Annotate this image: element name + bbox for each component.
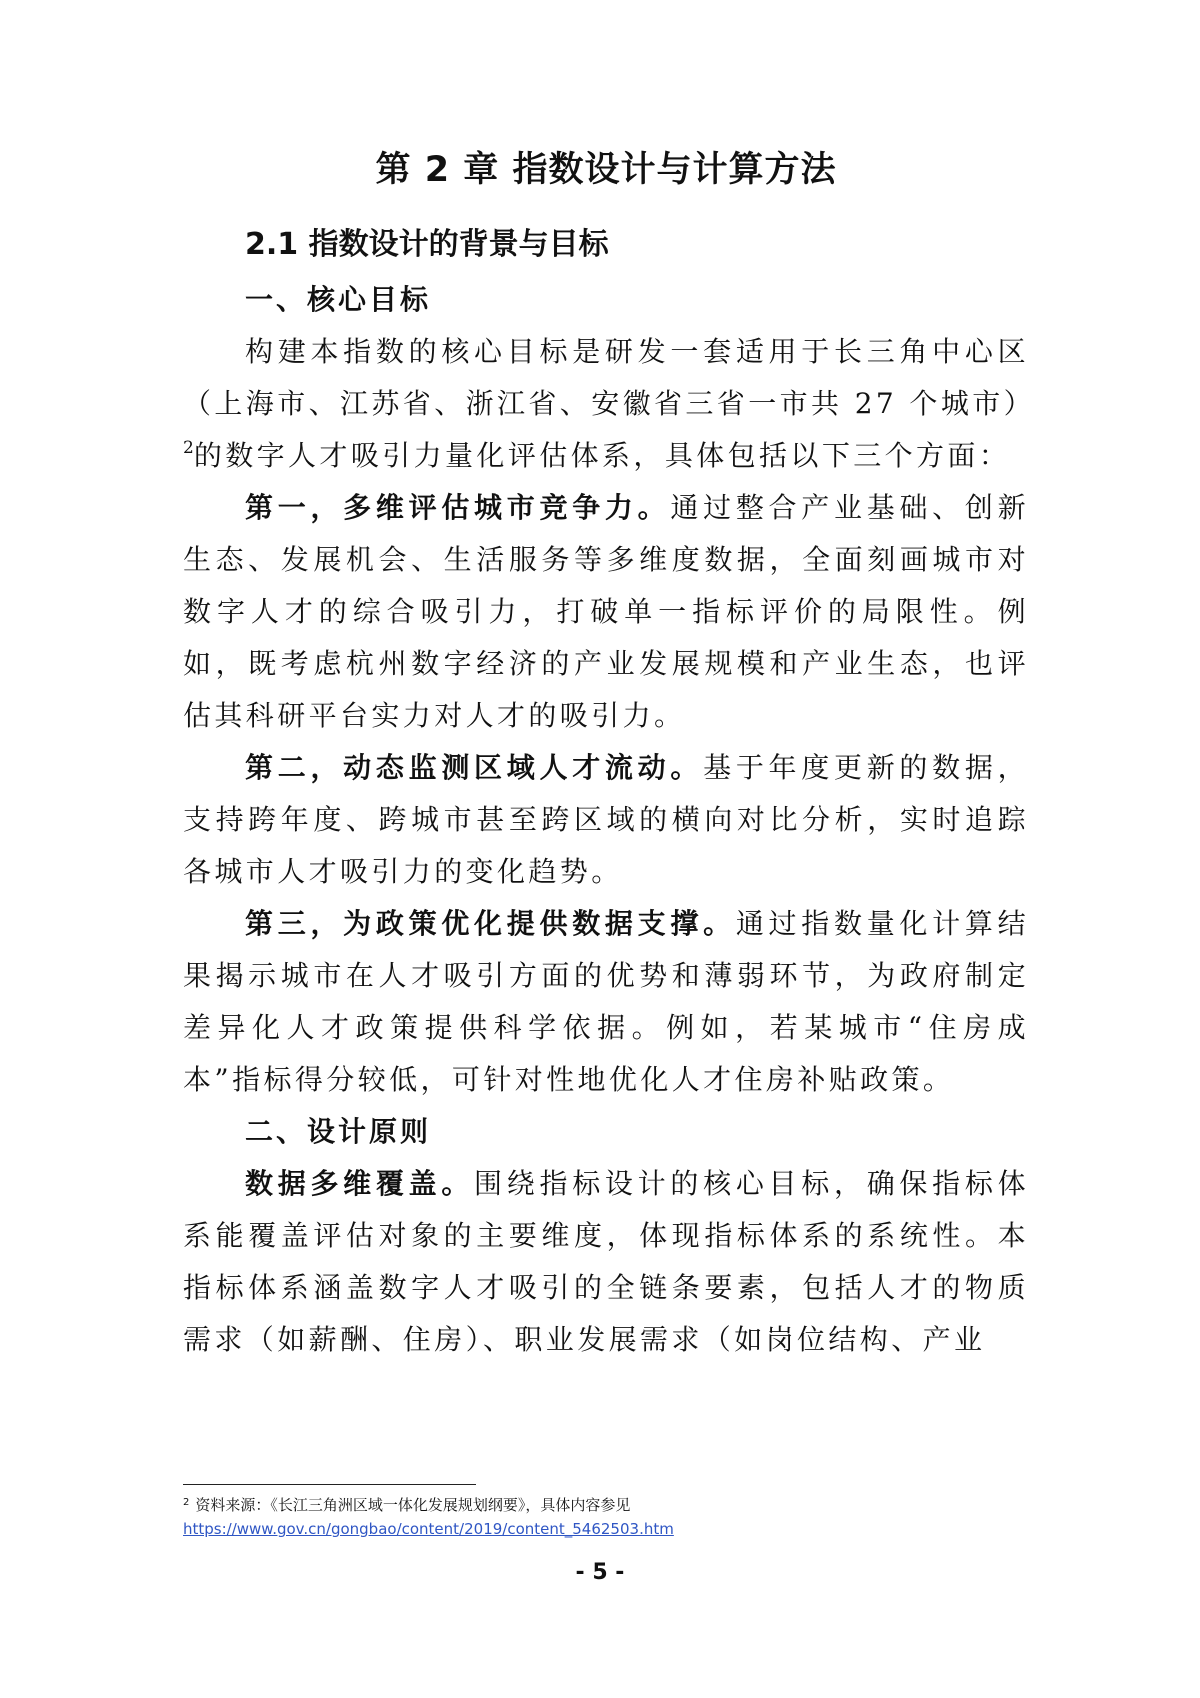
paragraph-second-point	[183, 742, 1029, 898]
paragraph-third-point	[183, 898, 1029, 1106]
paragraph-lead: 第二，动态监测区域人才流动。	[245, 751, 704, 784]
paragraph-text: 构建本指数的核心目标是研发一套适用于长三角中心区（上海市、江苏省、浙江省、安徽省三省一市共 27 个城市）	[183, 335, 1036, 420]
paragraph-lead: 数据多维覆盖。	[245, 1167, 475, 1200]
page-number: - 5 -	[575, 1560, 625, 1585]
paragraph-text: 通过整合产业基础、创新生态、发展机会、生活服务等多维度数据，全面刻画城市对数字人才的综合吸引力，打破单一指标评价的局限性。例如，既考虑杭州数字经济的产业发展规模和产业生态，也评估其科研平台实力对人才的吸引力。	[183, 491, 1030, 732]
footnote-text	[183, 1491, 1029, 1517]
paragraph-text: 基于年度更新的数据，支持跨年度、跨城市甚至跨区域的横向对比分析，实时追踪各城市人才吸引力的变化趋势。	[183, 751, 1029, 888]
paragraph-lead: 第三，为政策优化提供数据支撑。	[245, 907, 736, 940]
paragraph-text: 通过指数量化计算结果揭示城市在人才吸引方面的优势和薄弱环节，为政府制定差异化人才政策提供科学依据。例如，若某城市“住房成本”指标得分较低，可针对性地优化人才住房补贴政策。	[183, 907, 1029, 1096]
footnote-reference[interactable]: 2	[183, 438, 194, 458]
footnote-link[interactable]: https://www.gov.cn/gongbao/content/2019/content_5462503.htm	[183, 1520, 674, 1538]
paragraph-lead: 第一，多维评估城市竞争力。	[245, 491, 671, 524]
heading-core-goals: 一、核心目标	[245, 283, 432, 316]
section-title: 2.1 指数设计的背景与目标	[245, 227, 609, 262]
footnote-area	[183, 1484, 1029, 1541]
footnote-divider	[183, 1484, 476, 1485]
footnote-mark: 2	[183, 1497, 190, 1508]
chapter-title: 第 2 章 指数设计与计算方法	[375, 150, 837, 190]
document-page	[183, 140, 1036, 1366]
paragraph-data-coverage	[183, 1158, 1029, 1366]
footnote-source: 资料来源：《长江三角洲区域一体化发展规划纲要》，具体内容参见	[195, 1496, 631, 1514]
heading-design-principles: 二、设计原则	[245, 1115, 432, 1148]
paragraph-first-point	[183, 482, 1029, 742]
paragraph-text: 围绕指标设计的核心目标，确保指标体系能覆盖评估对象的主要维度，体现指标体系的系统性。本指标体系涵盖数字人才吸引的全链条要素，包括人才的物质需求（如薪酬、住房）、职业发展需求（如岗位结构、产业	[183, 1167, 1029, 1356]
paragraph-core-goal	[183, 326, 1036, 482]
paragraph-text: 的数字人才吸引力量化评估体系，具体包括以下三个方面：	[193, 439, 1011, 472]
